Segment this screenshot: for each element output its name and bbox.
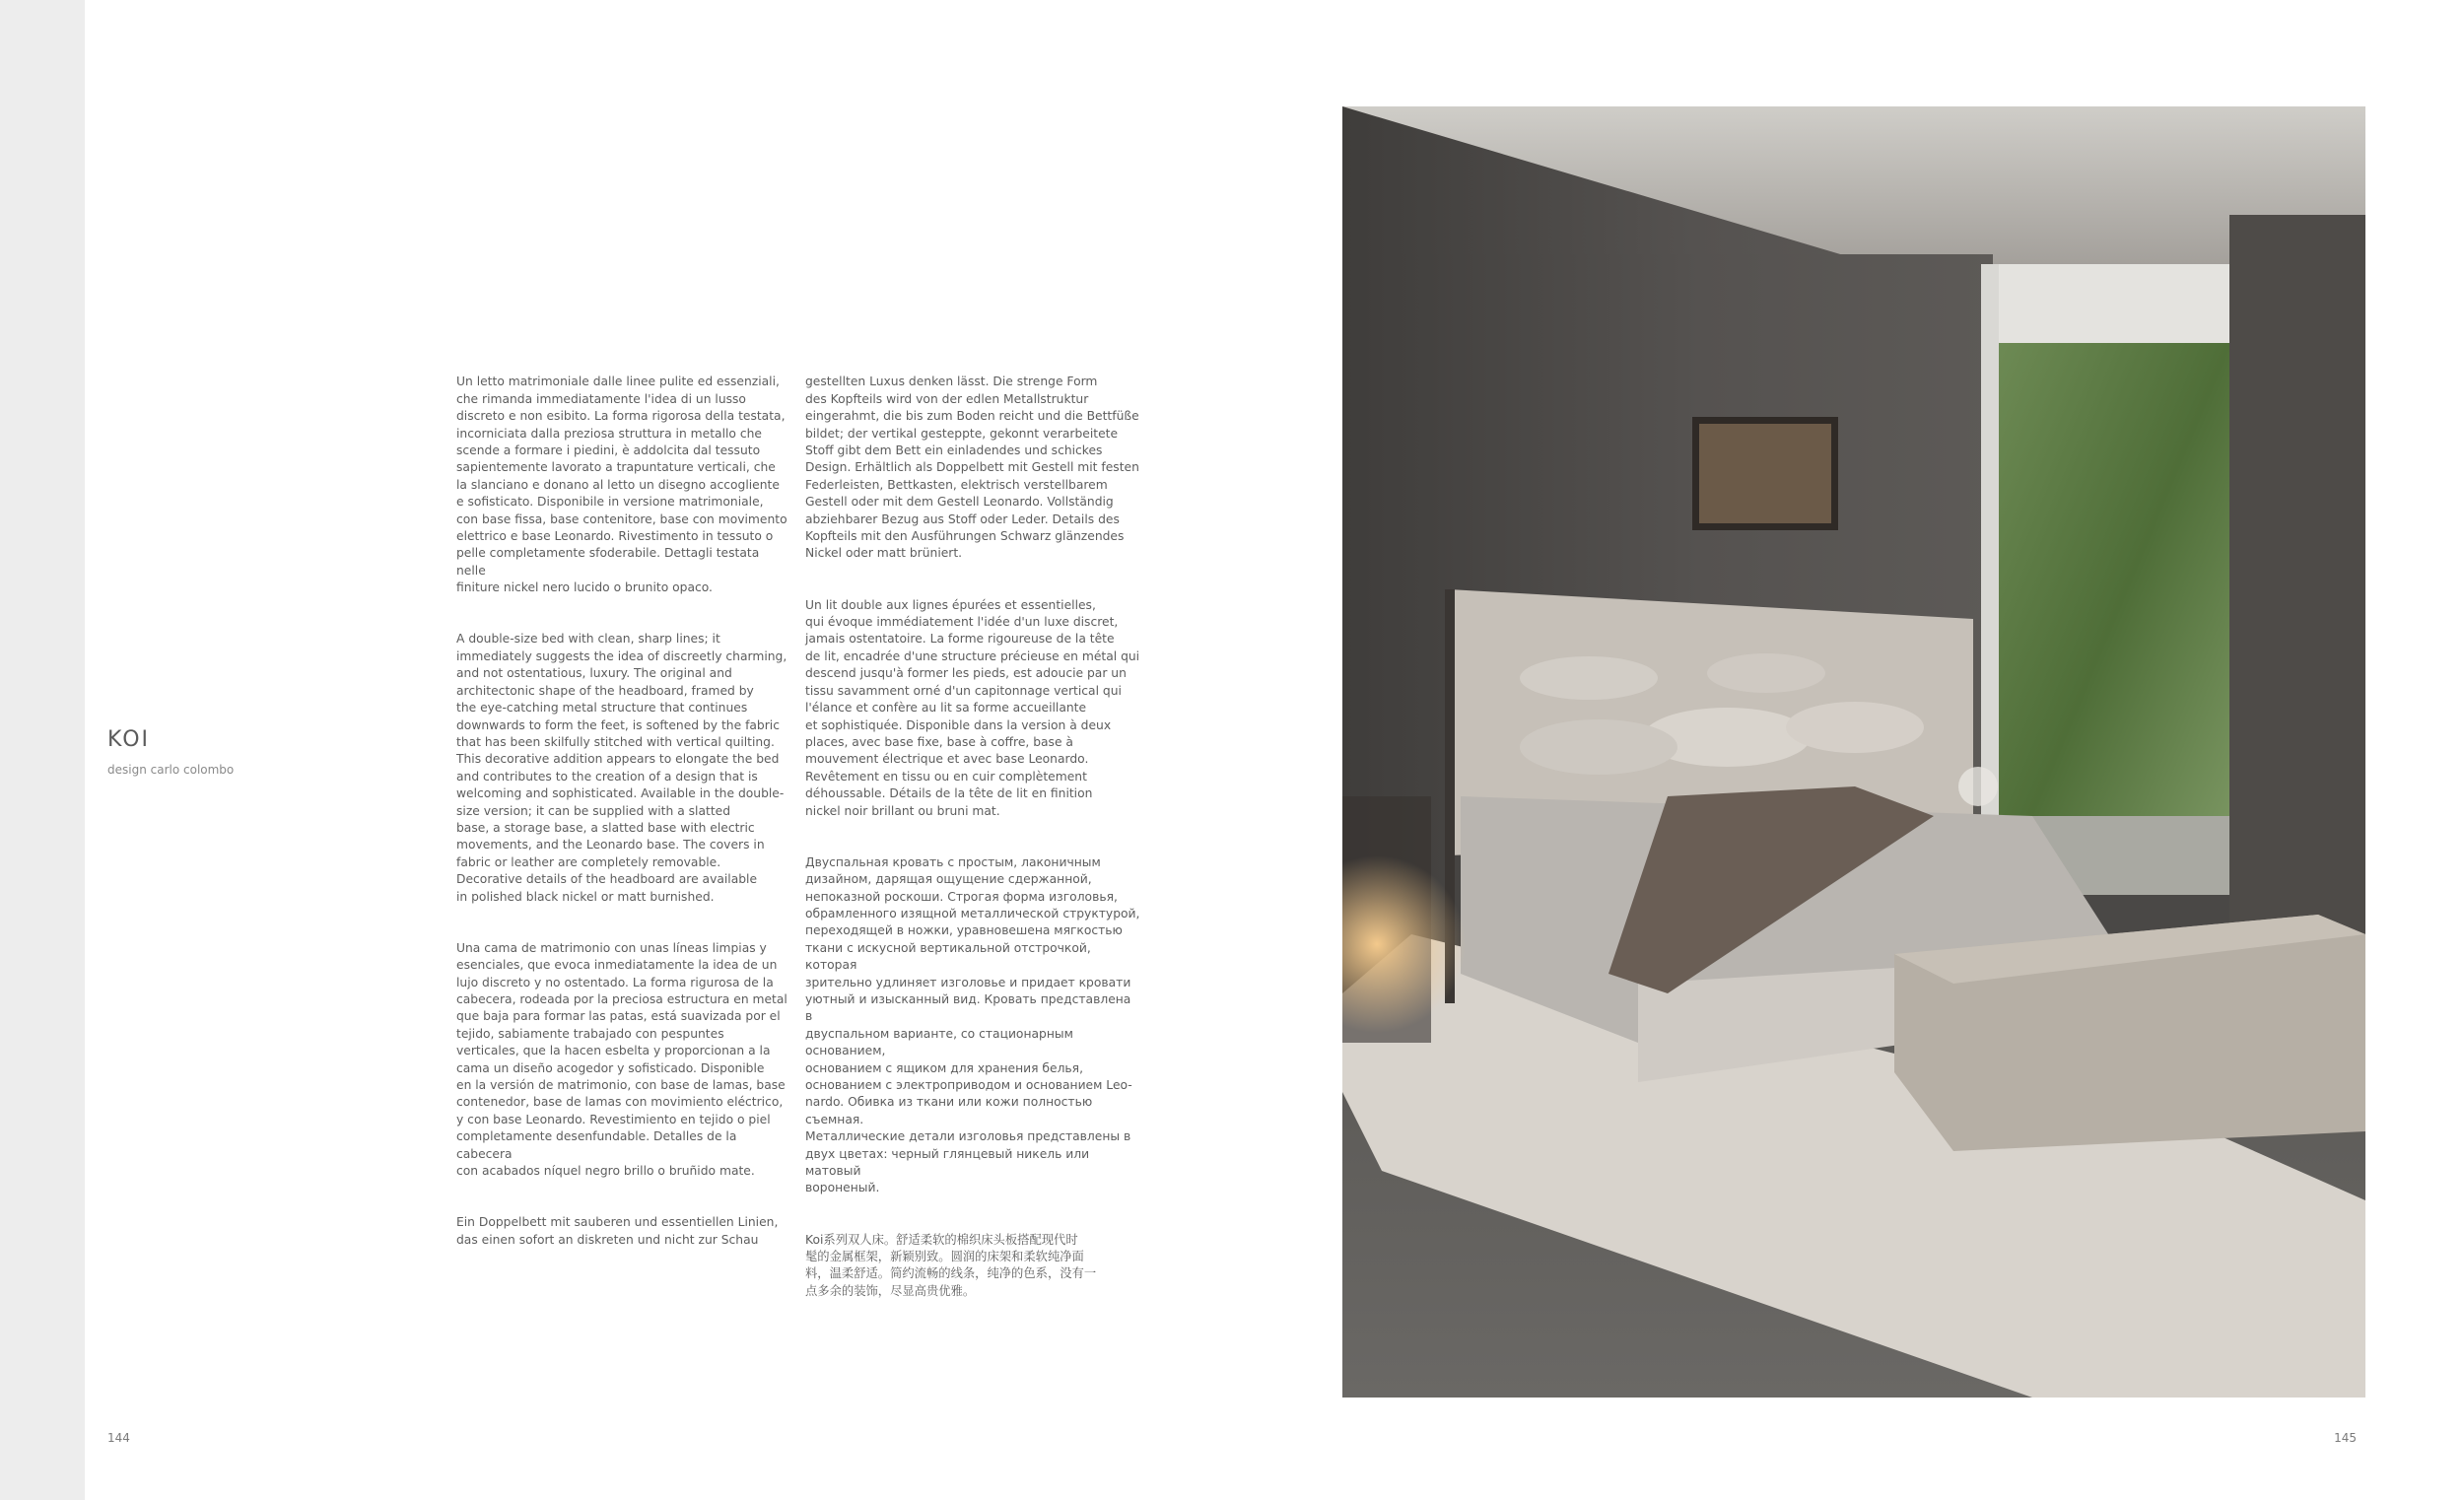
page-gutter	[0, 0, 85, 1500]
paragraph-german-start: Ein Doppelbett mit sauberen und essentiellen Linien, das einen sofort an diskreten und nicht zur Schau	[456, 1215, 779, 1247]
paragraph-french: Un lit double aux lignes épurées et essentielles, qui évoque immédiatement l'idée d'un luxe discret, jamais ostentatoire. La forme rigoureuse de la tête de lit, encadrée d'une structure précieuse en métal qui descend jusqu'à former les pieds, est adoucie par un tissu savamment orné d'un capitonnage vertical qui l'élance et confère au lit sa forme accueillante et sophistiquée. Disponible dans la version à deux places, avec base fixe, base à coffre, base à mouvement électrique et avec base Leonardo. Revêtement en tissu ou en cuir complètement déhoussable. Détails de la tête de lit en finition nickel noir brillant ou bruni mat.	[805, 597, 1140, 818]
paragraph-english: A double-size bed with clean, sharp lines; it immediately suggests the idea of discreetly charming, and not ostentatious, luxury. The original and architectonic shape of the headboard, framed by the eye-catching metal structure that continues downwards to form the feet, is softened by the fabric that has been skilfully stitched with vertical quilting. This decorative addition appears to elongate the bed and contributes to the creation of a design that is welcoming and sophisticated. Available in the double- size version; it can be supplied with a slatted base, a storage base, a slatted base with electric movements, and the Leonardo base. The covers in fabric or leather are completely removable. Decorative details of the headboard are available in polished black nickel or matt burnished.	[456, 632, 787, 904]
paragraph-spanish: Una cama de matrimonio con unas líneas limpias y esenciales, que evoca inmediatamente la idea de un lujo discreto y no ostentado. La forma rigurosa de la cabecera, rodeada por la preciosa estructura en metal que baja para formar las patas, está suavizada por el tejido, sabiamente trabajado con pespuntes verticales, que la hacen esbelta y proporcionan a la cama un diseño acogedor y sofisticado. Disponible en la versión de matrimonio, con base de lamas, base contenedor, base de lamas con movimiento eléctrico, y con base Leonardo. Revestimiento en tejido o piel completamente desenfundable. Detalles de la cabecera con acabados níquel negro brillo o bruñido mate.	[456, 940, 787, 1179]
text-column-left	[456, 357, 791, 1283]
designer-credit: design carlo colombo	[107, 763, 235, 777]
paragraph-russian: Двуспальная кровать с простым, лаконичным дизайном, дарящая ощущение сдержанной, непоказной роскоши. Строгая форма изголовья, обрамленного изящной металлической структурой, переходящей в ножки, уравновешена мягкостью ткани с искусной вертикальной отстрочкой, которая зрительно удлиняет изголовье и придает кровати уютный и изысканный вид. Кровать представлена в двуспальном варианте, со стационарным основанием, основанием с ящиком для хранения белья, основанием с электроприводом и основанием Leo- nardo. Обивка из ткани или кожи полностью съемная. Металлические детали изголовья представлены в двух цветах: черный глянцевый никель или матовый вороненый.	[805, 854, 1140, 1195]
page-number-left: 144	[107, 1431, 130, 1445]
bedroom-photo	[1342, 106, 2365, 1398]
paragraph-italian: Un letto matrimoniale dalle linee pulite ed essenziali, che rimanda immediatamente l'idea di un lusso discreto e non esibito. La forma rigorosa della testata, incorniciata dalla preziosa struttura in metallo che scende a formare i piedini, è addolcita dal tessuto sapientemente lavorato a trapuntature verticali, che la slanciano e donano al letto un disegno accogliente e sofisticato. Disponibile in versione matrimoniale, con base fissa, base contenitore, base con movimento elettrico e base Leonardo. Rivestimento in tessuto o pelle completamente sfoderabile. Dettagli testata nelle finiture nickel nero lucido o brunito opaco.	[456, 375, 787, 595]
paragraph-chinese: Koi系列双人床。舒适柔软的棉织床头板搭配现代时 髦的金属框架，新颖别致。圆润的床架和柔软纯净面 料，温柔舒适。简约流畅的线条，纯净的色系，没有一 点多余的装饰，尽显高贵优雅。	[805, 1232, 1097, 1298]
paragraph-german-end: gestellten Luxus denken lässt. Die strenge Form des Kopfteils wird von der edlen Metallstruktur eingerahmt, die bis zum Boden reicht und die Bettfüße bildet; der vertikal gesteppte, gekonnt verarbeitete Stoff gibt dem Bett ein einladendes und schickes Design. Erhältlich als Doppelbett mit Gestell mit festen Federleisten, Bettkasten, elektrisch verstellbarem Gestell oder mit dem Gestell Leonardo. Vollständig abziehbarer Bezug aus Stoff oder Leder. Details des Kopfteils mit den Ausführungen Schwarz glänzendes Nickel oder matt brüniert.	[805, 375, 1139, 561]
text-column-right	[805, 357, 1140, 1334]
product-title: KOI	[107, 727, 151, 752]
page-number-right: 145	[2334, 1431, 2357, 1445]
